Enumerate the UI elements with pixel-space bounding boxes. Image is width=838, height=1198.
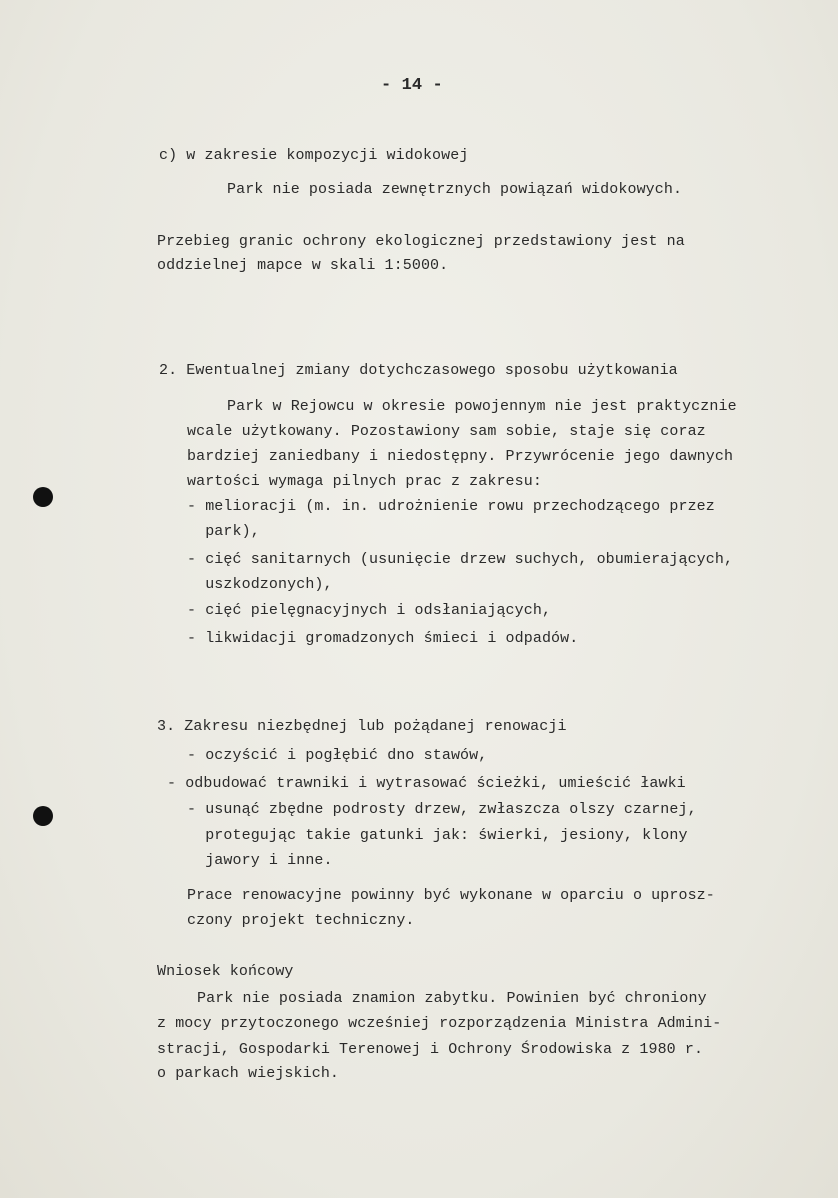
- section-2-line-3: bardziej zaniedbany i niedostępny. Przywrócenie jego dawnych: [187, 448, 734, 465]
- section-2-line-10: - likwidacji gromadzonych śmieci i odpadów.: [187, 630, 579, 647]
- section-3-line-7: czony projekt techniczny.: [187, 912, 415, 929]
- conclusion-line-4: o parkach wiejskich.: [157, 1065, 340, 1082]
- section-2-line-9: - cięć pielęgnacyjnych i odsłaniających,: [187, 602, 552, 619]
- section-2-line-2: wcale użytkowany. Pozostawiony sam sobie, staje się coraz: [187, 423, 706, 440]
- punch-hole-top: [33, 487, 53, 507]
- section-2-line-1: Park w Rejowcu w okresie powojennym nie jest praktycznie: [227, 398, 737, 415]
- section-3-line-6: Prace renowacyjne powinny być wykonane w oparciu o uprosz-: [187, 887, 715, 904]
- conclusion-line-1: Park nie posiada znamion zabytku. Powinien być chroniony: [197, 990, 707, 1007]
- punch-hole-bottom: [33, 806, 53, 826]
- boundary-line-2: oddzielnej mapce w skali 1:5000.: [157, 257, 449, 274]
- section-3-heading: 3. Zakresu niezbędnej lub pożądanej renowacji: [157, 718, 567, 735]
- conclusion-line-3: stracji, Gospodarki Terenowej i Ochrony Środowiska z 1980 r.: [157, 1041, 704, 1058]
- boundary-line-1: Przebieg granic ochrony ekologicznej przedstawiony jest na: [157, 233, 685, 250]
- page-number: - 14 -: [381, 76, 443, 95]
- section-3-line-5: jawory i inne.: [187, 852, 333, 869]
- section-3-line-4: protegując takie gatunki jak: świerki, jesiony, klony: [187, 827, 688, 844]
- section-2-line-4: wartości wymaga pilnych prac z zakresu:: [187, 473, 542, 490]
- section-3-line-1: - oczyścić i pogłębić dno stawów,: [187, 747, 488, 764]
- section-3-line-3: - usunąć zbędne podrosty drzew, zwłaszcza olszy czarnej,: [187, 801, 697, 818]
- section-2-line-5: - melioracji (m. in. udrożnienie rowu przechodzącego przez: [187, 498, 715, 515]
- conclusion-heading: Wniosek końcowy: [157, 963, 294, 980]
- section-3-line-2: - odbudować trawniki i wytrasować ścieżki, umieścić ławki: [167, 775, 686, 792]
- section-2-line-8: uszkodzonych),: [187, 576, 333, 593]
- section-c-heading: c) w zakresie kompozycji widokowej: [159, 147, 469, 164]
- section-c-text: Park nie posiada zewnętrznych powiązań widokowych.: [227, 181, 683, 198]
- conclusion-line-2: z mocy przytoczonego wcześniej rozporządzenia Ministra Admini-: [157, 1015, 722, 1032]
- section-2-line-6: park),: [187, 523, 260, 540]
- section-2-heading: 2. Ewentualnej zmiany dotychczasowego sposobu użytkowania: [159, 362, 678, 379]
- section-2-line-7: - cięć sanitarnych (usunięcie drzew suchych, obumierających,: [187, 551, 734, 568]
